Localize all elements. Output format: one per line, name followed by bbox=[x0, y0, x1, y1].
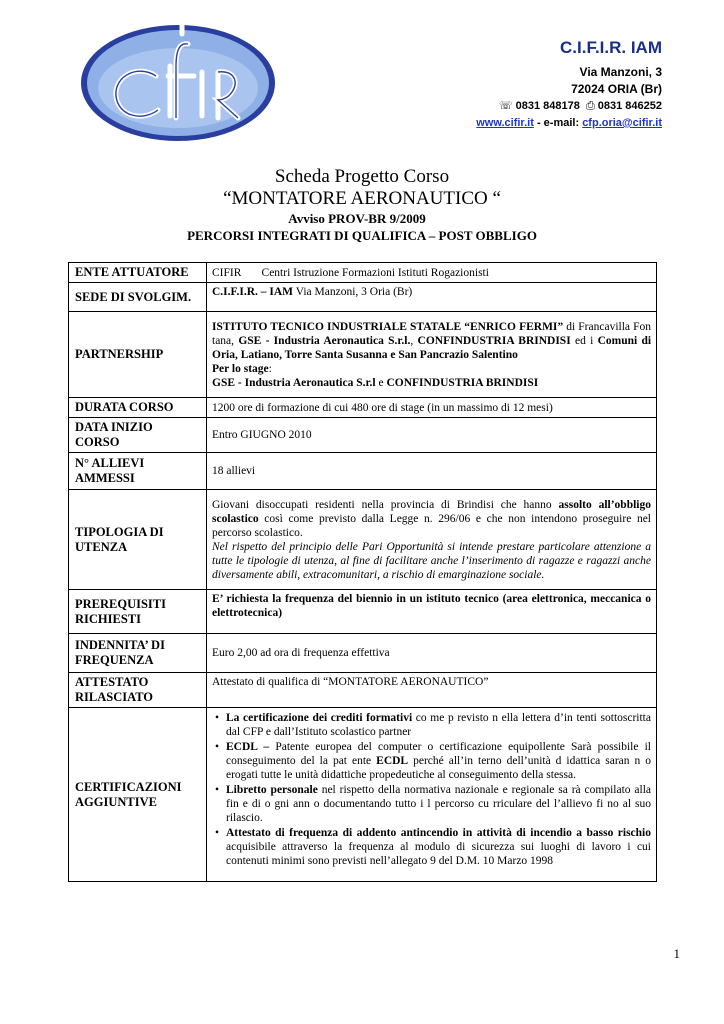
list-item bbox=[212, 711, 651, 739]
stage-confindustria: CONFINDUSTRIA BRINDISI bbox=[386, 376, 539, 389]
partner-confindustria: CONFINDUSTRIA BRINDISI bbox=[417, 334, 571, 347]
stage-colon: : bbox=[268, 362, 272, 375]
prerequisiti-value: E’ richiesta la frequenza del biennio in un istituto tecnico (area elettronica, meccanica o elettrotecnica) bbox=[207, 590, 657, 634]
cert-libretto-title: Libretto personale bbox=[226, 784, 318, 796]
sede-label: SEDE DI SVOLGIM. bbox=[69, 283, 207, 312]
allievi-label: N° ALLIEVI AMMESSI bbox=[69, 453, 207, 490]
ente-label: ENTE ATTUATORE bbox=[69, 263, 207, 283]
ente-full-name: Centri Istruzione Formazioni Istituti Rogazionisti bbox=[261, 266, 489, 279]
sede-address: Via Manzoni, 3 Oria (Br) bbox=[295, 286, 413, 298]
phone-icon: ☏ bbox=[498, 100, 513, 112]
document-title: Scheda Progetto Corso bbox=[274, 166, 450, 187]
prerequisiti-label: PREREQUISITI RICHIESTI bbox=[69, 590, 207, 634]
organization-web bbox=[476, 115, 662, 132]
tipologia-obbligo: assolto all’obbligo scolastico bbox=[212, 498, 651, 525]
cert-crediti-text: co me p revisto n ella lettera d’in tenti sottoscritta dal CFP e dall’Istituto scolastico partner bbox=[226, 712, 651, 738]
stage-gse: GSE - Industria Aeronautica S.r.l bbox=[212, 376, 376, 389]
avviso-reference: Avviso PROV-BR 9/2009 bbox=[288, 211, 426, 226]
partner-conjunction: ed i bbox=[574, 334, 594, 347]
indennita-value: Euro 2,00 ad ora di frequenza effettiva bbox=[207, 634, 657, 673]
partnership-label: PARTNERSHIP bbox=[69, 312, 207, 398]
partner-gse: GSE - Industria Aeronautica S.r.l. bbox=[238, 334, 411, 347]
row-allievi bbox=[69, 453, 657, 490]
cert-antincendio-title: Attestato di frequenza di addento antincendio in attività di incendio a basso rischio bbox=[226, 827, 651, 839]
certificazioni-label: CERTIFICAZIONI AGGIUNTIVE bbox=[69, 708, 207, 882]
sede-institute: C.I.F.I.R. – IAM bbox=[212, 286, 294, 298]
row-tipologia bbox=[69, 490, 657, 590]
partner-comma: , bbox=[410, 334, 414, 347]
durata-label: DURATA CORSO bbox=[69, 398, 207, 418]
organization-contacts bbox=[476, 98, 662, 115]
stage-conjunction: e bbox=[378, 376, 384, 389]
document-heading bbox=[0, 166, 724, 244]
organization-name: C.I.F.I.R. IAM bbox=[560, 38, 662, 57]
attestato-label: ATTESTATO RILASCIATO bbox=[69, 673, 207, 708]
organization-header bbox=[476, 38, 662, 132]
certificazioni-list bbox=[212, 711, 651, 868]
partner-itis: ISTITUTO TECNICO INDUSTRIALE STATALE “ENRICO FERMI” bbox=[212, 320, 564, 333]
certificazioni-value bbox=[207, 708, 657, 882]
data-inizio-value: Entro GIUGNO 2010 bbox=[207, 418, 657, 453]
website-link[interactable]: www.cifir.it bbox=[476, 117, 534, 129]
row-certificazioni bbox=[69, 708, 657, 882]
cert-ecdl-acronym: ECDL bbox=[376, 755, 409, 767]
cert-ecdl-title: ECDL – bbox=[226, 741, 270, 753]
logo-graphic bbox=[78, 14, 278, 152]
attestato-value: Attestato di qualifica di “MONTATORE AERONAUTICO” bbox=[207, 673, 657, 708]
row-attestato bbox=[69, 673, 657, 708]
stage-label: Per lo stage bbox=[212, 362, 269, 375]
row-prerequisiti bbox=[69, 590, 657, 634]
cert-ecdl-text: Patente europea del computer o certificazione equipollente Sarà possibile il conseguimento del la pat ente bbox=[226, 741, 651, 767]
ente-value bbox=[207, 263, 657, 283]
fax-icon: ⎙ bbox=[585, 100, 595, 112]
organization-city: 72024 ORIA (Br) bbox=[571, 82, 662, 96]
course-sheet-table bbox=[68, 262, 657, 882]
partnership-value bbox=[207, 312, 657, 398]
row-ente-attuatore bbox=[69, 263, 657, 283]
cert-ecdl-text-2: perché all’in terno dell’unità d idattica saran n o erogati tutte le unità didattiche propedeutiche al conseguimento della stessa. bbox=[226, 755, 652, 781]
email-label: - e-mail: bbox=[536, 117, 580, 129]
row-sede bbox=[69, 283, 657, 312]
indennita-label: INDENNITA’ DI FREQUENZA bbox=[69, 634, 207, 673]
list-item bbox=[212, 826, 651, 868]
ente-name: CIFIR bbox=[212, 266, 242, 279]
data-inizio-label: DATA INIZIO CORSO bbox=[69, 418, 207, 453]
document-subtitle: PERCORSI INTEGRATI DI QUALIFICA – POST OBBLIGO bbox=[187, 228, 537, 243]
organization-address: Via Manzoni, 3 bbox=[579, 65, 662, 79]
durata-value: 1200 ore di formazione di cui 480 ore di stage (in un massimo di 12 mesi) bbox=[207, 398, 657, 418]
fax-number: 0831 846252 bbox=[597, 100, 662, 112]
tipologia-label: TIPOLOGIA DI UTENZA bbox=[69, 490, 207, 590]
cert-antincendio-text: acquisibile attraverso la frequenza al modulo di sicurezza sui luoghi di lavoro i cui contenuti minimi sono previsti nell’allegato 9 del D.M. 10 Marzo 1998 bbox=[226, 841, 651, 867]
email-link[interactable]: cfp.oria@cifir.it bbox=[582, 117, 662, 129]
partner-itis-city: di Francavilla Fon tana, bbox=[212, 320, 651, 347]
tipologia-value bbox=[207, 490, 657, 590]
pari-opportunita-note: Nel rispetto del principio delle Pari Opportunità si intende prestare particolare attenzione a tutte le tipologie di utenza, al fine di facilitare anche l’inserimento di ragazze e ragazzi anche diversamente abili, extracomunitari, a rischio di emarginazione sociale. bbox=[212, 540, 651, 581]
tipologia-text-1: Giovani disoccupati residenti nella provincia di Brindisi che hanno bbox=[212, 498, 552, 511]
allievi-value: 18 allievi bbox=[207, 453, 657, 490]
row-data-inizio bbox=[69, 418, 657, 453]
course-name: “MONTATORE AERONAUTICO “ bbox=[223, 188, 501, 209]
list-item bbox=[212, 740, 651, 782]
phone-number: 0831 848178 bbox=[515, 100, 580, 112]
sede-value bbox=[207, 283, 657, 312]
list-item bbox=[212, 783, 651, 825]
cert-libretto-text: nel rispetto della normativa nazionale e regionale sa rà compilato alla fin e di o gni ann o documentando tutto i l percorso cu rriculare del l’allievo fi no al suo rilascio. bbox=[226, 784, 652, 824]
cert-crediti-title: La certificazione dei crediti formativi bbox=[226, 712, 413, 724]
page-number: 1 bbox=[673, 946, 680, 961]
tipologia-text-2: così come previsto dalla Legge n. 296/06 e che non intendono proseguire nel percorso scolastico. bbox=[212, 512, 651, 539]
cifir-logo bbox=[78, 14, 278, 152]
partner-comuni: Comuni di Oria, Latiano, Torre Santa Susanna e San Pancrazio Salentino bbox=[212, 334, 652, 361]
row-durata bbox=[69, 398, 657, 418]
row-partnership bbox=[69, 312, 657, 398]
row-indennita bbox=[69, 634, 657, 673]
